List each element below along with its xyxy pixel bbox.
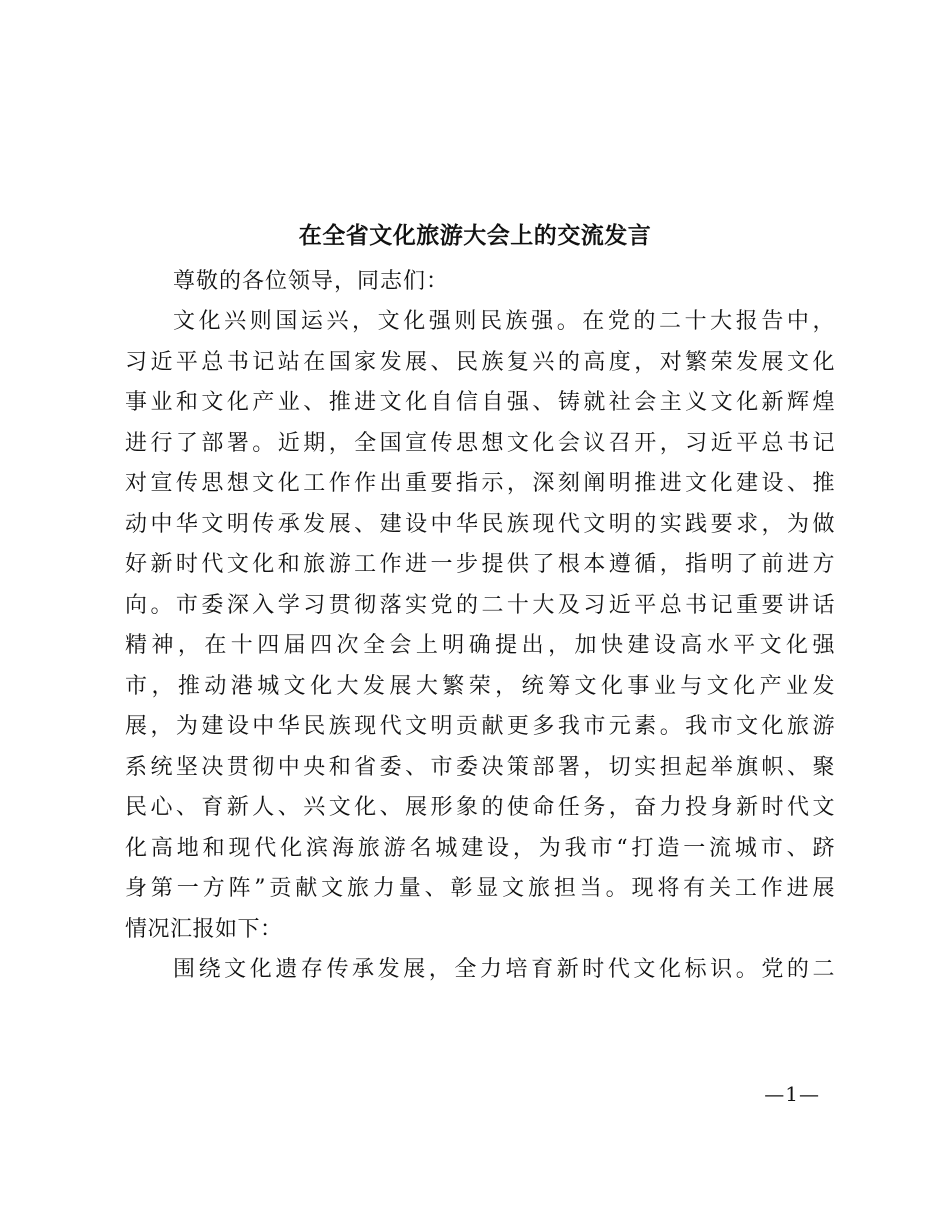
paragraph-1 bbox=[125, 302, 835, 950]
paragraph-line: 围绕文化遗存传承发展，全力培育新时代文化标识。党的二 bbox=[173, 957, 835, 982]
document-body bbox=[125, 262, 835, 991]
document-title: 在全省文化旅游大会上的交流发言 bbox=[298, 222, 652, 249]
paragraph-line: 向。市委深入学习贯彻落实党的二十大及习近平总书记重要讲话 bbox=[125, 592, 835, 618]
paragraph-line: 动中华文明传承发展、建设中华民族现代文明的实践要求，为做 bbox=[125, 511, 835, 537]
paragraph-line: 对宣传思想文化工作作出重要指示，深刻阐明推进文化建设、推 bbox=[125, 471, 835, 496]
paragraph-line: 好新时代文化和旅游工作进一步提供了根本遵循，指明了前进方 bbox=[125, 552, 835, 577]
paragraph-line: 身第一方阵”贡献文旅力量、彰显文旅担当。现将有关工作进展 bbox=[125, 876, 835, 901]
paragraph-line: 习近平总书记站在国家发展、民族复兴的高度，对繁荣发展文化 bbox=[125, 349, 835, 375]
paragraph-line: 事业和文化产业、推进文化自信自强、铸就社会主义文化新辉煌 bbox=[125, 390, 835, 415]
page-number: —1— bbox=[764, 1082, 820, 1106]
paragraph-line: 展，为建设中华民族现代文明贡献更多我市元素。我市文化旅游 bbox=[125, 714, 835, 739]
paragraph-line: 化高地和现代化滨海旅游名城建设，为我市“打造一流城市、跻 bbox=[125, 835, 835, 861]
paragraph-line: 民心、育新人、兴文化、展形象的使命任务，奋力投身新时代文 bbox=[125, 795, 835, 820]
paragraph-line: 进行了部署。近期，全国宣传思想文化会议召开，习近平总书记 bbox=[125, 430, 835, 456]
paragraph-line: 文化兴则国运兴，文化强则民族强。在党的二十大报告中， bbox=[173, 309, 835, 334]
salutation: 尊敬的各位领导，同志们： bbox=[173, 269, 450, 294]
paragraph-line: 精神，在十四届四次全会上明确提出，加快建设高水平文化强 bbox=[125, 633, 835, 658]
paragraph-line: 系统坚决贯彻中央和省委、市委决策部署，切实担起举旗帜、聚 bbox=[125, 754, 835, 780]
paragraph-line: 情况汇报如下： bbox=[125, 916, 283, 942]
paragraph-2 bbox=[125, 950, 835, 991]
paragraph-line: 市，推动港城文化大发展大繁荣，统筹文化事业与文化产业发 bbox=[125, 673, 835, 699]
